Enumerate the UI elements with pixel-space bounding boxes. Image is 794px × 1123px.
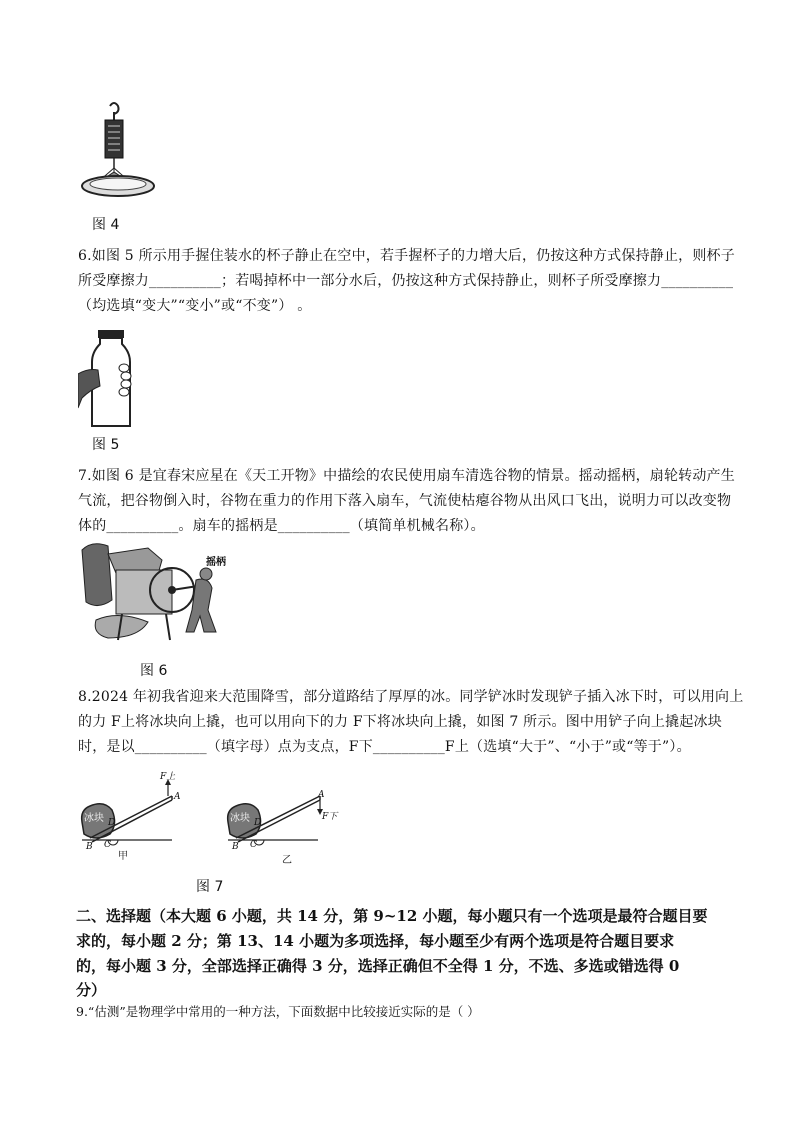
fig7-right-ice-label: 冰块 bbox=[230, 813, 250, 824]
section-2-heading-line-3: 的，每小题 3 分，全部选择正确得 3 分，选择正确但不全得 1 分，不选、多选或错选得 0 bbox=[76, 957, 680, 975]
fig7-right-point-a: A bbox=[318, 790, 325, 800]
fig7-right-point-b: B bbox=[232, 842, 239, 852]
question-8-line-2: 的力 F上将冰块向上撬，也可以用向下的力 F下将冰块向上撬，如图 7 所示。图中用铲子向上撬起冰块 bbox=[78, 714, 722, 730]
question-7-line-2: 气流，把谷物倒入时，谷物在重力的作用下落入扇车，气流使枯瘪谷物从出风口飞出，说明力可以改变物 bbox=[78, 493, 732, 509]
question-6-line-2: 所受摩擦力__________；若喝掉杯中一部分水后，仍按这种方式保持静止，则杯子所受摩擦力__________ bbox=[78, 273, 734, 289]
fig7-right-force-label: F下 bbox=[322, 812, 338, 822]
fig7-left-point-d: D bbox=[108, 818, 116, 828]
fig7-left-point-a: A bbox=[174, 792, 181, 802]
fig7-left-point-c: C bbox=[104, 840, 111, 850]
question-8-line-3: 时，是以__________（填字母）点为支点，F下__________F上（选填“大于”、“小于”或“等于”）。 bbox=[78, 739, 691, 755]
figure-4-caption: 图 4 bbox=[92, 217, 120, 233]
question-6-line-3: （均选填“变大”“变小”或“不变”） 。 bbox=[78, 298, 312, 314]
question-9: 9.“估测”是物理学中常用的一种方法，下面数据中比较接近实际的是（ ） bbox=[76, 1004, 480, 1019]
section-2-heading-line-4: 分） bbox=[76, 981, 107, 999]
question-7-line-3: 体的__________。扇车的摇柄是__________（填简单机械名称）。 bbox=[78, 518, 485, 534]
fig7-left-ice-label: 冰块 bbox=[84, 813, 104, 824]
figure-6-caption: 图 6 bbox=[140, 663, 168, 679]
question-7-line-1: 7.如图 6 是宜春宋应星在《天工开物》中描绘的农民使用扇车清选谷物的情景。摇动摇柄，扇轮转动产生 bbox=[78, 468, 735, 484]
figure-5-caption: 图 5 bbox=[92, 437, 120, 453]
question-8-line-1: 8.2024 年初我省迎来大范围降雪，部分道路结了厚厚的冰。同学铲冰时发现铲子插入冰下时，可以用向上 bbox=[78, 689, 744, 705]
figure-7-caption: 图 7 bbox=[196, 879, 224, 895]
figure-6-handle-label: 摇柄 bbox=[206, 557, 226, 568]
figure-6 bbox=[78, 540, 226, 658]
fig7-left-force-label: F上 bbox=[160, 772, 176, 782]
fig7-left-point-b: B bbox=[86, 842, 93, 852]
question-6-line-1: 6.如图 5 所示用手握住装水的杯子静止在空中，若手握杯子的力增大后，仍按这种方式保持静止，则杯子 bbox=[78, 248, 735, 264]
figure-4 bbox=[78, 100, 168, 212]
fig7-right-sub: 乙 bbox=[282, 855, 292, 866]
fig7-right-point-d: D bbox=[254, 818, 262, 828]
figure-5 bbox=[78, 328, 148, 432]
fig7-left-sub: 甲 bbox=[118, 851, 128, 862]
fig7-right-point-c: C bbox=[250, 840, 257, 850]
section-2-heading-line-2: 求的，每小题 2 分；第 13、14 小题为多项选择，每小题至少有两个选项是符合题目要求 bbox=[76, 932, 675, 950]
section-2-heading-line-1: 二、选择题（本大题 6 小题，共 14 分，第 9~12 小题，每小题只有一个选项是最符合题目要 bbox=[76, 907, 708, 925]
